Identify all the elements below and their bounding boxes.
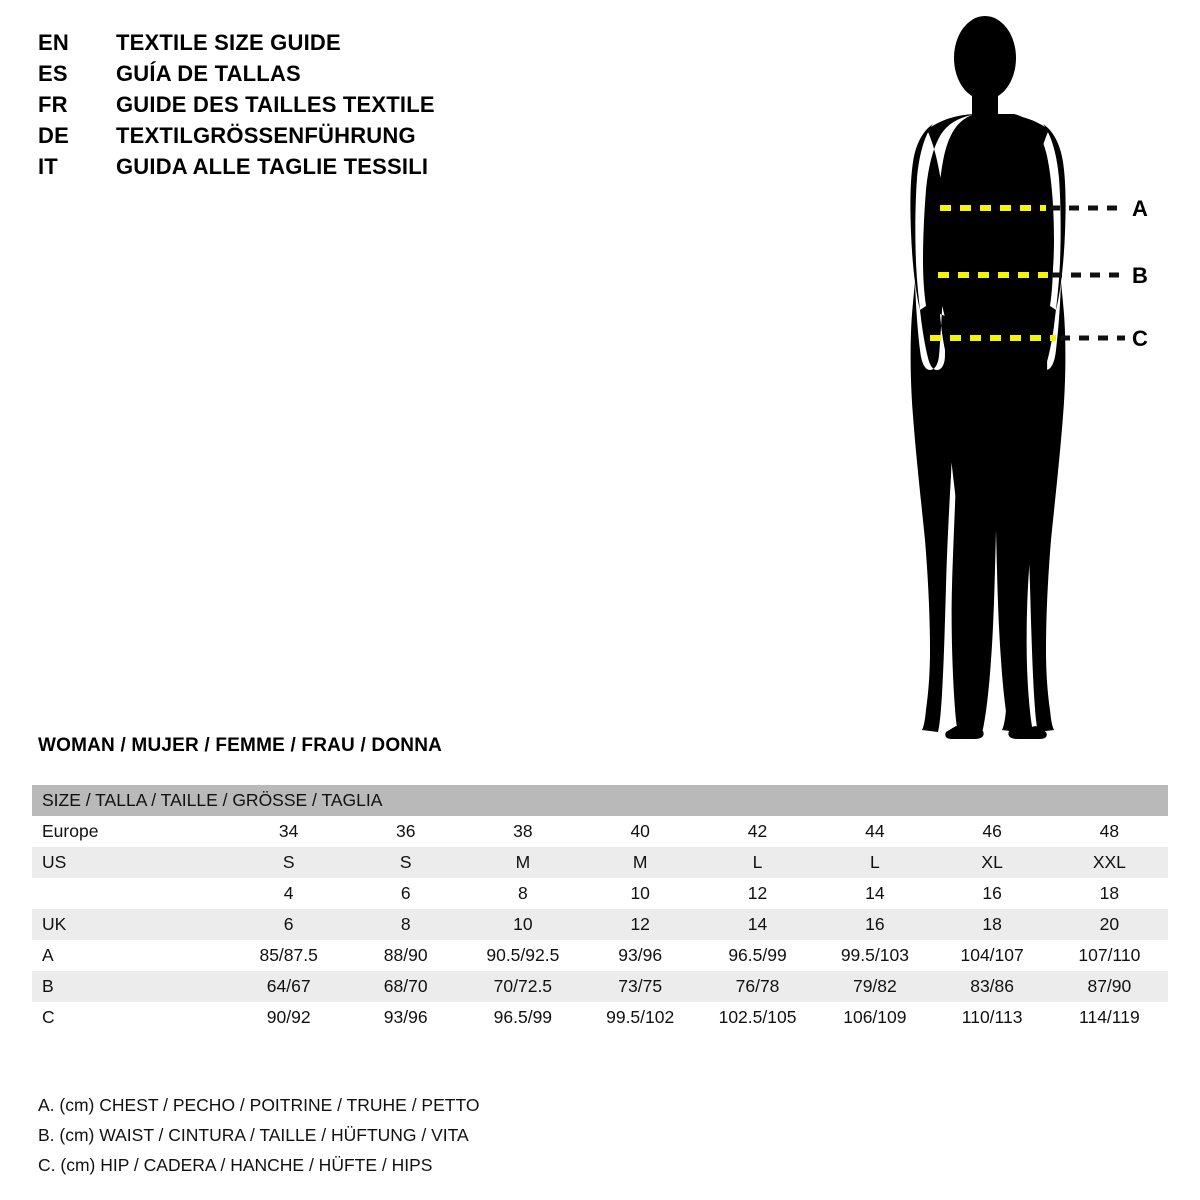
cell: 40 [582,816,699,847]
cell: 87/90 [1051,971,1168,1002]
cell: 44 [816,816,933,847]
cell: 64/67 [230,971,347,1002]
cell: M [464,847,581,878]
title-text-es: GUÍA DE TALLAS [116,61,301,86]
cell: 99.5/103 [816,940,933,971]
title-block [38,30,658,185]
table-header-row [32,785,1168,816]
cell: XXL [1051,847,1168,878]
table-row [32,878,1168,909]
row-label-us: US [32,847,230,878]
row-label-a: A [32,940,230,971]
cell: 6 [230,909,347,940]
table-header-label: SIZE / TALLA / TAILLE / GRÖSSE / TAGLIA [32,785,1168,816]
cell: 34 [230,816,347,847]
cell: 8 [464,878,581,909]
cell: S [230,847,347,878]
cell: 14 [816,878,933,909]
cell: 99.5/102 [582,1002,699,1033]
cell: 8 [347,909,464,940]
cell: L [699,847,816,878]
cell: 38 [464,816,581,847]
title-text-fr: GUIDE DES TAILLES TEXTILE [116,92,435,117]
title-lang-de: DE [38,123,69,148]
table-row [32,816,1168,847]
marker-label-b: B [1132,263,1148,288]
cell: 20 [1051,909,1168,940]
row-label-c: C [32,1002,230,1033]
cell: 90/92 [230,1002,347,1033]
table-row [32,940,1168,971]
title-lang-it: IT [38,154,58,179]
cell: 68/70 [347,971,464,1002]
female-silhouette-icon [860,10,1190,740]
cell: 96.5/99 [699,940,816,971]
cell: XL [934,847,1051,878]
title-lang-en: EN [38,30,69,55]
cell: 76/78 [699,971,816,1002]
section-heading: WOMAN / MUJER / FEMME / FRAU / DONNA [38,735,443,756]
cell: 114/119 [1051,1002,1168,1033]
cell: 93/96 [582,940,699,971]
row-label-us-numeric [32,878,230,909]
cell: 110/113 [934,1002,1051,1033]
title-text-it: GUIDA ALLE TAGLIE TESSILI [116,154,429,179]
cell: L [816,847,933,878]
cell: 88/90 [347,940,464,971]
title-row-en [38,30,658,61]
marker-label-c: C [1132,326,1148,351]
table-row [32,909,1168,940]
row-label-uk: UK [32,909,230,940]
cell: 12 [582,909,699,940]
cell: 18 [934,909,1051,940]
cell: 85/87.5 [230,940,347,971]
cell: 70/72.5 [464,971,581,1002]
cell: 48 [1051,816,1168,847]
cell: 96.5/99 [464,1002,581,1033]
cell: 10 [464,909,581,940]
table-row [32,1002,1168,1033]
cell: 46 [934,816,1051,847]
table-row [32,971,1168,1002]
cell: 93/96 [347,1002,464,1033]
cell: 106/109 [816,1002,933,1033]
cell: 12 [699,878,816,909]
title-row-es [38,61,658,92]
cell: 36 [347,816,464,847]
footnote-hip: C. (cm) HIP / CADERA / HANCHE / HÜFTE / HIPS [38,1155,433,1175]
cell: 73/75 [582,971,699,1002]
cell: 42 [699,816,816,847]
cell: 6 [347,878,464,909]
cell: 10 [582,878,699,909]
cell: 16 [934,878,1051,909]
cell: 104/107 [934,940,1051,971]
cell: 107/110 [1051,940,1168,971]
title-lang-fr: FR [38,92,68,117]
cell: 102.5/105 [699,1002,816,1033]
title-text-de: TEXTILGRÖSSENFÜHRUNG [116,123,416,148]
title-row-de [38,123,658,154]
cell: S [347,847,464,878]
figure-area [860,10,1190,740]
title-row-it [38,154,658,185]
cell: 16 [816,909,933,940]
cell: 90.5/92.5 [464,940,581,971]
table-row [32,847,1168,878]
title-text-en: TEXTILE SIZE GUIDE [116,30,341,55]
row-label-europe: Europe [32,816,230,847]
cell: 4 [230,878,347,909]
marker-label-a: A [1132,196,1148,221]
cell: 79/82 [816,971,933,1002]
cell: 83/86 [934,971,1051,1002]
footnote-chest: A. (cm) CHEST / PECHO / POITRINE / TRUHE / PETTO [38,1095,480,1115]
footnotes [38,1090,738,1180]
cell: 14 [699,909,816,940]
cell: M [582,847,699,878]
footnote-waist: B. (cm) WAIST / CINTURA / TAILLE / HÜFTUNG / VITA [38,1125,469,1145]
cell: 18 [1051,878,1168,909]
size-table [32,785,1168,1033]
row-label-b: B [32,971,230,1002]
title-lang-es: ES [38,61,68,86]
title-row-fr [38,92,658,123]
